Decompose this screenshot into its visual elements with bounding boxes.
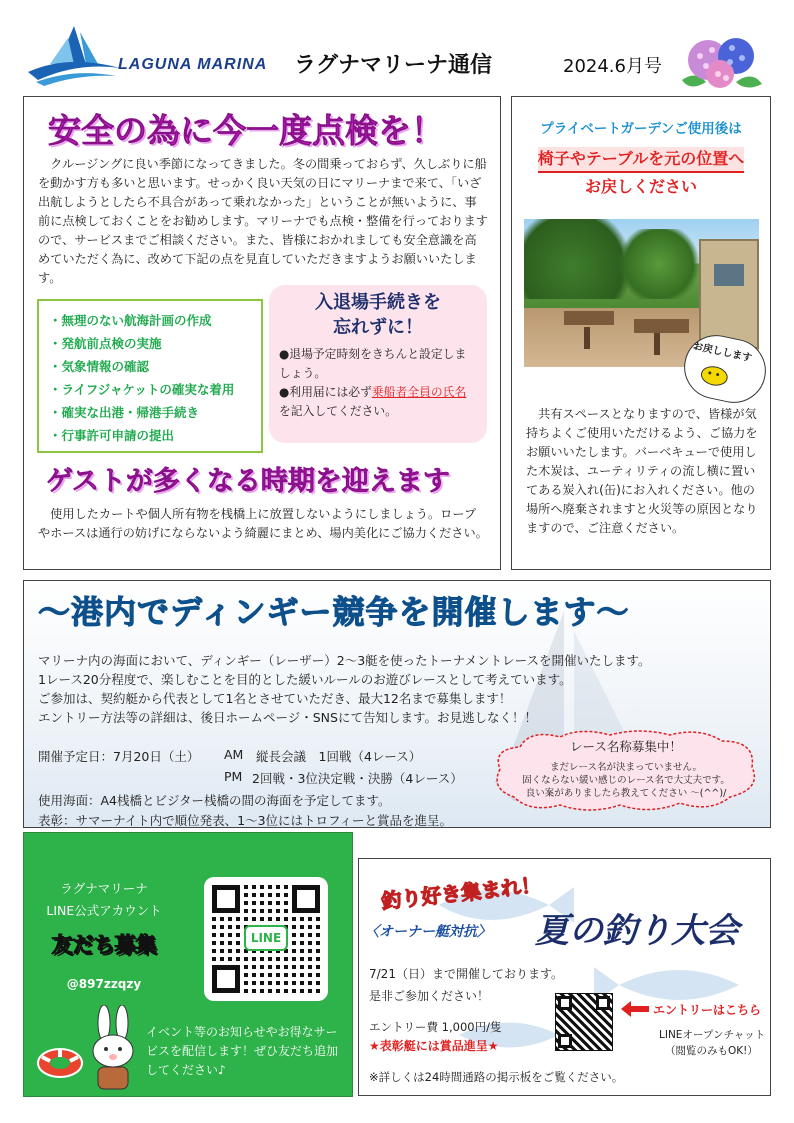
newsletter-title: ラグナマリーナ通信	[294, 53, 493, 78]
garden-section	[511, 96, 771, 570]
fishing-fee: エントリー費 1,000円/隻	[369, 1020, 502, 1034]
am-detail: 縦長会議 1回戦（4レース）	[256, 749, 422, 764]
checklist-item: ・無理のない航海計画の作成	[49, 313, 212, 328]
dinghy-intro	[38, 651, 758, 727]
entry-link[interactable]: エントリーはこちら	[653, 1003, 762, 1017]
rabbit-mascot-icon	[84, 1005, 144, 1095]
line-account-name: ラグナマリーナ	[60, 881, 148, 896]
guest-title: ゲストが多くなる時期を迎えます	[46, 466, 450, 497]
checklist-item: ・ライフジャケットの確実な着用	[49, 382, 235, 397]
name-contest-cloud	[490, 727, 762, 811]
procedure-line2-prefix: ●利用届には必ず	[279, 385, 372, 399]
open-chat-note: （閲覧のみもOK!）	[665, 1045, 758, 1057]
checklist-box	[37, 299, 263, 453]
fishing-note: ※詳しくは24時間通路の掲示板をご覧ください。	[369, 1070, 624, 1084]
venue-text: 使用海面：A4桟橋とビジター桟橋の間の海面を予定してます。	[38, 793, 391, 808]
return-sticker-text: お戻しします	[691, 340, 753, 365]
garden-highlight	[512, 147, 770, 201]
guest-body: 使用したカートや個人所有物を桟橋上に放置しないようにしましょう。ロープやホースは通行の妨げにならないよう綺麗にまとめ、場内美化にご協力ください。	[38, 507, 488, 540]
mascot-icon	[698, 359, 732, 389]
fishing-line1: 7/21（日）まで開催しております。	[369, 967, 563, 981]
fishing-sub: 〈オーナー艇対抗〉	[365, 924, 491, 940]
garden-highlight-line1: 椅子やテーブルを元の位置へ	[538, 147, 745, 173]
pm-label: PM	[224, 769, 243, 784]
dinghy-line: エントリー方法等の詳細は、後日ホームページ・SNSにて告知します。お見逃しなく！！	[38, 710, 537, 725]
cloud-title: レース名称募集中！	[570, 739, 682, 754]
issue-date: 2024.6月号	[563, 56, 662, 77]
procedure-box	[269, 285, 487, 443]
schedule-label: 開催予定日：7月20日（土）	[38, 749, 200, 764]
garden-highlight-line2: お戻しください	[584, 177, 697, 196]
safety-body: クルージングに良い季節になってきました。冬の間乗っておらず、久しぶりに船を動かす方も多いと思います。せっかく良い天気の日にマリーナまで来て、「いざ出航しようとしたら不具合があって乗れなかった」ということが無いように、事前に点検しておくことをお勧めします。マリーナでも点検・整備を行っておりますので、サービスまでご相談ください。また、皆様におかれましても安全意識を高めていただく為に、改めて下記の点を見直していただきますようお願いいたします。	[38, 157, 488, 285]
crew-names-highlight: 乗船者全員の氏名	[371, 385, 467, 399]
lifebuoy-icon	[36, 1045, 84, 1081]
line-qr-code[interactable]	[204, 877, 328, 1001]
pm-detail: 2回戦・3位決定戦・決勝（4レース）	[252, 771, 463, 786]
safety-section	[23, 96, 501, 570]
checklist-item: ・確実な出港・帰港手続き	[49, 405, 200, 420]
procedure-title-line1: 入退場手続きを	[315, 292, 441, 313]
arrow-left-icon	[621, 1001, 649, 1017]
cloud-line: 固くならない緩い感じのレース名で大丈夫です。	[522, 775, 730, 786]
line-description: イベント等のお知らせやお得なサービスを配信します！ぜひ友だち追加してください♪	[146, 1025, 339, 1077]
friend-recruit: 友だち募集	[51, 933, 157, 957]
safety-title: 安全の為に今一度点検を！	[48, 111, 444, 150]
checklist-item: ・気象情報の確認	[49, 359, 150, 374]
dinghy-line: マリーナ内の海面において、ディンギー（レーザー）2～3艇を使ったトーナメントレースを開催いたします。	[38, 653, 651, 668]
dinghy-line: ご参加は、契約艇から代表として1名とさせていただき、最大12名まで募集します！	[38, 691, 512, 706]
qr-line-label: LINE	[244, 925, 288, 951]
am-label: AM	[224, 747, 244, 762]
cloud-line: 良い案がありましたら教えてください ～(^^)/	[525, 788, 727, 799]
open-chat-label: LINEオープンチャット	[659, 1029, 766, 1041]
fishing-qr-code[interactable]	[555, 993, 613, 1051]
checklist-item: ・発航前点検の実施	[49, 336, 162, 351]
dinghy-section	[23, 580, 771, 828]
procedure-title-line2: 忘れずに！	[333, 317, 423, 338]
line-section	[23, 832, 353, 1097]
award-text: 表彰：サマーナイト内で順位発表、1～3位にはトロフィーと賞品を進呈。	[38, 813, 453, 828]
dinghy-line: 1レース20分程度で、楽しむことを目的とした緩いルールのお遊びレースとして考えています。	[38, 672, 572, 687]
line-handle: @897zzqzy	[66, 977, 142, 991]
fishing-prize: ★表彰艇には賞品進呈★	[369, 1039, 499, 1053]
fishing-line2: 是非ご参加ください！	[369, 989, 490, 1003]
logo-text: LAGUNA MARINA	[118, 56, 268, 73]
dinghy-title: ～港内でディンギー競争を開催します～	[38, 593, 630, 631]
checklist-item: ・行事許可申請の提出	[49, 428, 175, 443]
line-account-label: LINE公式アカウント	[46, 903, 162, 918]
hydrangea-icon	[676, 30, 766, 94]
header	[0, 0, 794, 95]
fishing-section	[358, 858, 771, 1096]
laguna-logo-icon	[28, 24, 120, 86]
garden-body: 共有スペースとなりますので、皆様が気持ちよくご使用いただけるよう、ご協力をお願いいたします。バーベキューで使用した木炭は、ユーティリティの流し横に置いてある炭入れ(缶)にお入れください。他の場所へ廃棄されますと火災等の原因となりますので、ご注意ください。	[526, 407, 758, 535]
fishing-title: 夏の釣り大会	[535, 911, 739, 951]
procedure-line2-suffix: を記入してください。	[279, 404, 397, 418]
fishing-catch: 釣り好き集まれ！	[380, 872, 542, 914]
cloud-line: まだレース名が決まっていません。	[549, 762, 703, 773]
procedure-line1: ●退場予定時刻をきちんと設定しましょう。	[279, 347, 467, 380]
garden-title: プライベートガーデンご使用後は	[540, 121, 742, 137]
procedure-line2	[279, 383, 477, 421]
